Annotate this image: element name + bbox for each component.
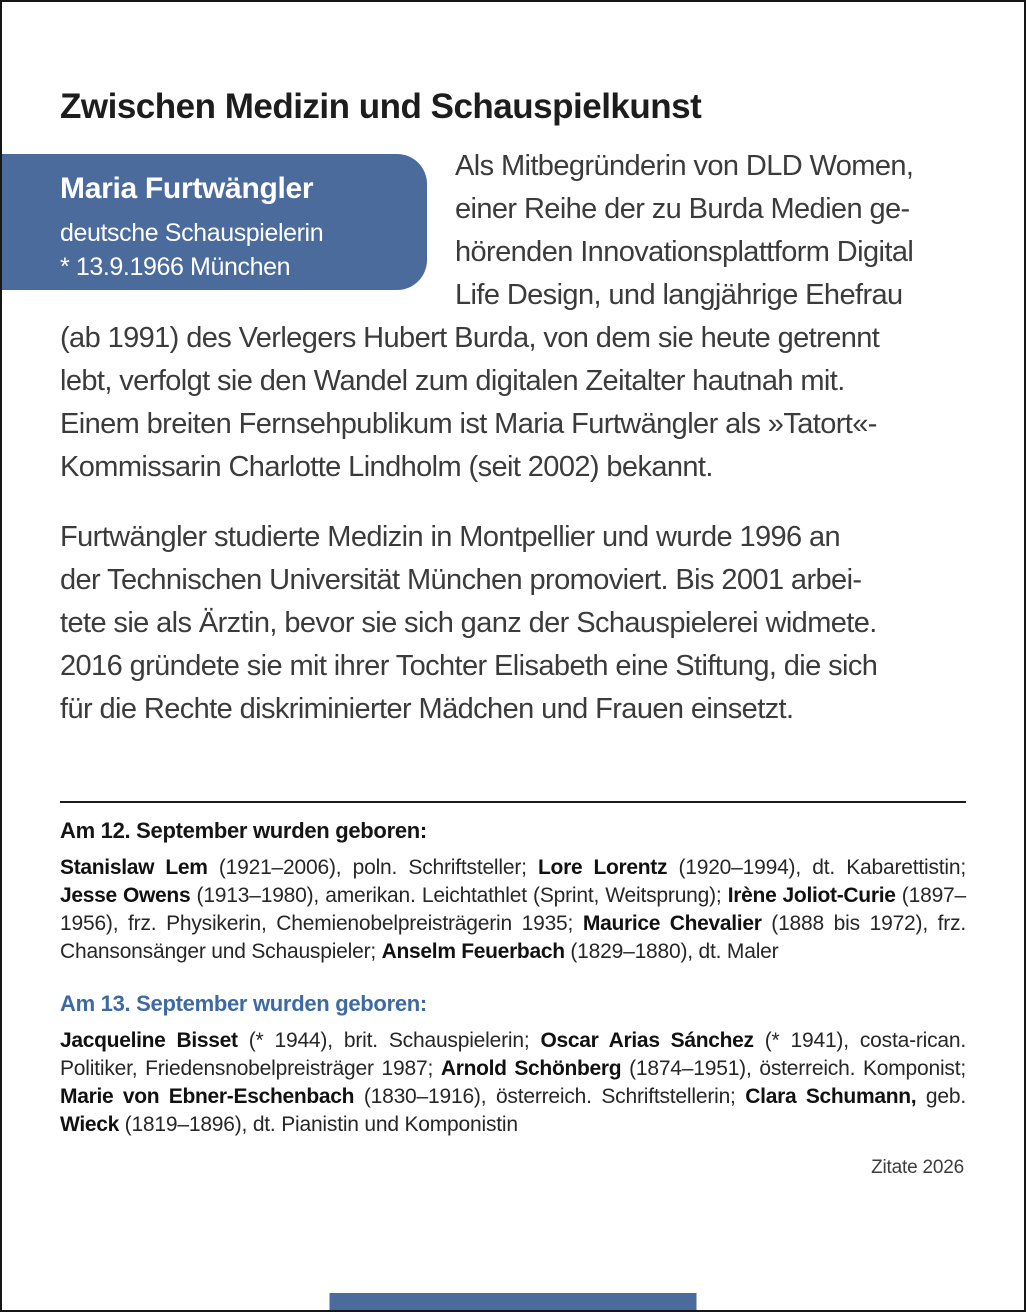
person-name: Maria Furtwängler — [60, 172, 314, 205]
page-title: Zwischen Medizin und Schauspielkunst — [60, 87, 702, 126]
birthdays-sep12-heading: Am 12. September wurden geboren: — [60, 818, 427, 843]
text-line: hörenden Innovationsplattform Digital — [455, 236, 914, 268]
birthdays-sep13-text: Jacqueline Bisset (* 1944), brit. Schauspielerin; Oscar Arias Sánchez (* 1941), costa-rican. Politiker, Friedensnobelpreisträger 1987; Arnold Schönberg (1874–1951), österreich. Komponist; Marie von Ebner-Eschenbach (1830–1916), österreich. Schriftstellerin; Clara Schumann, geb. Wieck (1819–1896), dt. Pianistin und Komponistin — [60, 1029, 967, 1136]
text-line: für die Rechte diskriminierter Mädchen und Frauen einsetzt. — [60, 693, 794, 725]
edition-label: Zitate 2026 — [871, 1157, 964, 1178]
text-line: tete sie als Ärztin, bevor sie sich ganz der Schauspielerei widmete. — [60, 607, 877, 639]
birthdays-sep13-heading: Am 13. September wurden geboren: — [60, 991, 427, 1016]
text-line: Als Mitbegründerin von DLD Women, — [455, 150, 914, 182]
bio-paragraph-2 — [60, 516, 966, 731]
text-line: 2016 gründete sie mit ihrer Tochter Elisabeth eine Stiftung, die sich — [60, 650, 878, 682]
text-line: Furtwängler studierte Medizin in Montpellier und wurde 1996 an — [60, 521, 841, 553]
text-line: Life Design, und langjährige Ehefrau — [455, 279, 903, 311]
text-line: (ab 1991) des Verlegers Hubert Burda, von dem sie heute getrennt — [60, 322, 880, 354]
intro-section — [2, 150, 1024, 317]
text-line: Einem breiten Fernsehpublikum ist Maria Furtwängler als »Tatort«- — [60, 408, 877, 440]
text-line: einer Reihe der zu Burda Medien ge- — [455, 193, 910, 225]
bio-paragraph-1 — [60, 317, 966, 489]
person-role: deutsche Schauspielerin — [60, 219, 324, 247]
person-infobox — [0, 154, 427, 290]
divider-rule — [60, 801, 966, 803]
text-line: lebt, verfolgt sie den Wandel zum digitalen Zeitalter hautnah mit. — [60, 365, 845, 397]
person-birth-date: * 13.9.1966 München — [60, 253, 291, 281]
bottom-binding-bar — [330, 1293, 697, 1310]
birthdays-sep12-text: Stanislaw Lem (1921–2006), poln. Schriftsteller; Lore Lorentz (1920–1994), dt. Kabarettistin; Jesse Owens (1913–1980), amerikan. Leichtathlet (Sprint, Weitsprung); Irène Joliot-Curie (1897–1956), frz. Physikerin, Chemienobelpreisträgerin 1935; Maurice Chevalier (1888 bis 1972), frz. Chansonsänger und Schauspieler; Anselm Feuerbach (1829–1880), dt. Maler — [60, 856, 967, 963]
text-line: der Technischen Universität München promoviert. Bis 2001 arbei- — [60, 564, 862, 596]
text-line: Kommissarin Charlotte Lindholm (seit 2002) bekannt. — [60, 451, 713, 483]
bio-intro-paragraph — [455, 145, 913, 317]
